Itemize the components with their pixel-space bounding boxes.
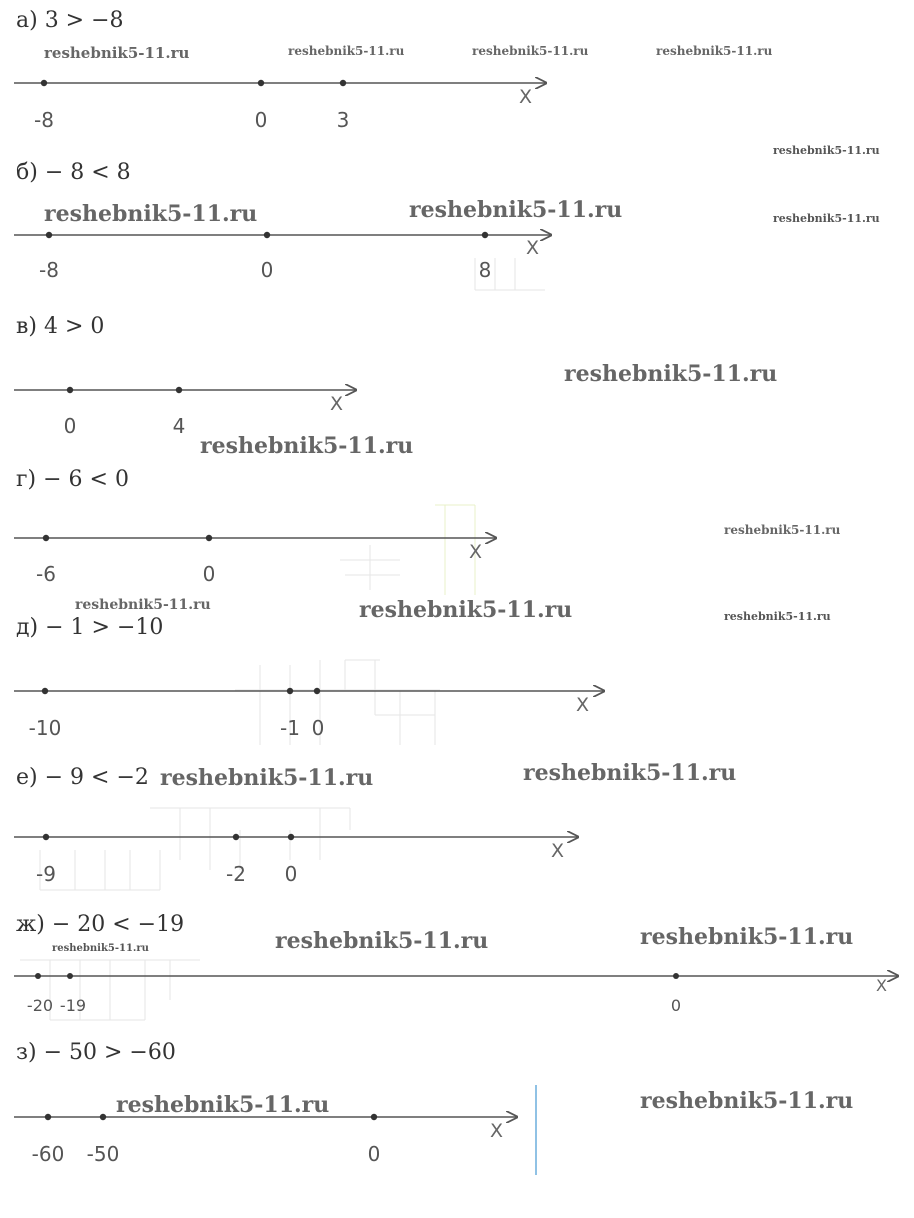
heading-e: е) − 9 < −2	[16, 765, 149, 790]
tick-label: -10	[28, 716, 62, 740]
tick-label: 0	[254, 108, 268, 132]
watermark: reshebnik5-11.ru	[75, 597, 211, 613]
tick-label: -50	[86, 1142, 120, 1166]
axis-label: X	[576, 694, 590, 716]
tick-label: 0	[367, 1142, 381, 1166]
tick-label: 0	[260, 258, 274, 282]
tick-label: -8	[39, 258, 59, 282]
tick-label: 0	[63, 414, 77, 438]
point-zh-3	[673, 973, 679, 979]
watermark: reshebnik5-11.ru	[724, 610, 831, 623]
watermark: reshebnik5-11.ru	[724, 523, 841, 537]
heading-g: г) − 6 < 0	[16, 467, 129, 492]
tick-label: 8	[478, 258, 492, 282]
tick-label: -9	[36, 862, 56, 886]
watermark: reshebnik5-11.ru	[409, 197, 623, 223]
watermark: reshebnik5-11.ru	[472, 44, 589, 58]
point-a-1	[41, 80, 47, 86]
tick-label: -19	[59, 996, 87, 1015]
point-zh-2	[67, 973, 73, 979]
point-e-3	[288, 834, 294, 840]
watermark: reshebnik5-11.ru	[160, 765, 374, 791]
watermark: reshebnik5-11.ru	[773, 212, 880, 225]
watermark: reshebnik5-11.ru	[640, 924, 854, 950]
watermark: reshebnik5-11.ru	[523, 760, 737, 786]
tick-label: 0	[202, 562, 216, 586]
watermark: reshebnik5-11.ru	[44, 44, 190, 62]
point-d-1	[42, 688, 48, 694]
tick-label: -8	[34, 108, 54, 132]
heading-a: а) 3 > −8	[16, 8, 124, 33]
heading-z: з) − 50 > −60	[16, 1040, 176, 1065]
axis-label: X	[490, 1120, 504, 1142]
tick-label: 3	[336, 108, 350, 132]
watermark: reshebnik5-11.ru	[656, 44, 773, 58]
point-v-1	[67, 387, 73, 393]
heading-zh: ж) − 20 < −19	[16, 912, 185, 937]
tick-label: 0	[311, 716, 325, 740]
point-z-2	[100, 1114, 106, 1120]
point-g-2	[206, 535, 212, 541]
point-b-2	[264, 232, 270, 238]
watermark: reshebnik5-11.ru	[200, 433, 414, 459]
watermark: reshebnik5-11.ru	[288, 44, 405, 58]
heading-b: б) − 8 < 8	[16, 160, 131, 185]
tick-label: -1	[280, 716, 300, 740]
watermark: reshebnik5-11.ru	[44, 201, 258, 227]
point-e-2	[233, 834, 239, 840]
point-e-1	[43, 834, 49, 840]
point-d-3	[314, 688, 320, 694]
point-a-2	[258, 80, 264, 86]
tick-label: 4	[172, 414, 186, 438]
tick-label: 0	[670, 996, 682, 1015]
point-b-1	[46, 232, 52, 238]
watermark: reshebnik5-11.ru	[359, 597, 573, 623]
axis-label: X	[330, 393, 344, 415]
watermark: reshebnik5-11.ru	[52, 943, 149, 954]
watermark: reshebnik5-11.ru	[116, 1092, 330, 1118]
tick-label: -60	[31, 1142, 65, 1166]
tick-label: -6	[36, 562, 56, 586]
tick-label: 0	[284, 862, 298, 886]
watermark: reshebnik5-11.ru	[773, 144, 880, 157]
watermark: reshebnik5-11.ru	[275, 928, 489, 954]
point-b-3	[482, 232, 488, 238]
axis-label: X	[469, 541, 483, 563]
axis-label: X	[526, 237, 540, 259]
point-d-2	[287, 688, 293, 694]
axis-label: X	[876, 976, 887, 995]
tick-label: -20	[26, 996, 54, 1015]
point-a-3	[340, 80, 346, 86]
watermark: reshebnik5-11.ru	[564, 361, 778, 387]
watermark: reshebnik5-11.ru	[640, 1088, 854, 1114]
point-v-2	[176, 387, 182, 393]
point-z-3	[371, 1114, 377, 1120]
heading-v: в) 4 > 0	[16, 314, 105, 339]
axis-label: X	[551, 840, 565, 862]
point-zh-1	[35, 973, 41, 979]
tick-label: -2	[226, 862, 246, 886]
point-g-1	[43, 535, 49, 541]
point-z-1	[45, 1114, 51, 1120]
axis-label: X	[519, 86, 533, 108]
heading-d: д) − 1 > −10	[16, 615, 164, 640]
